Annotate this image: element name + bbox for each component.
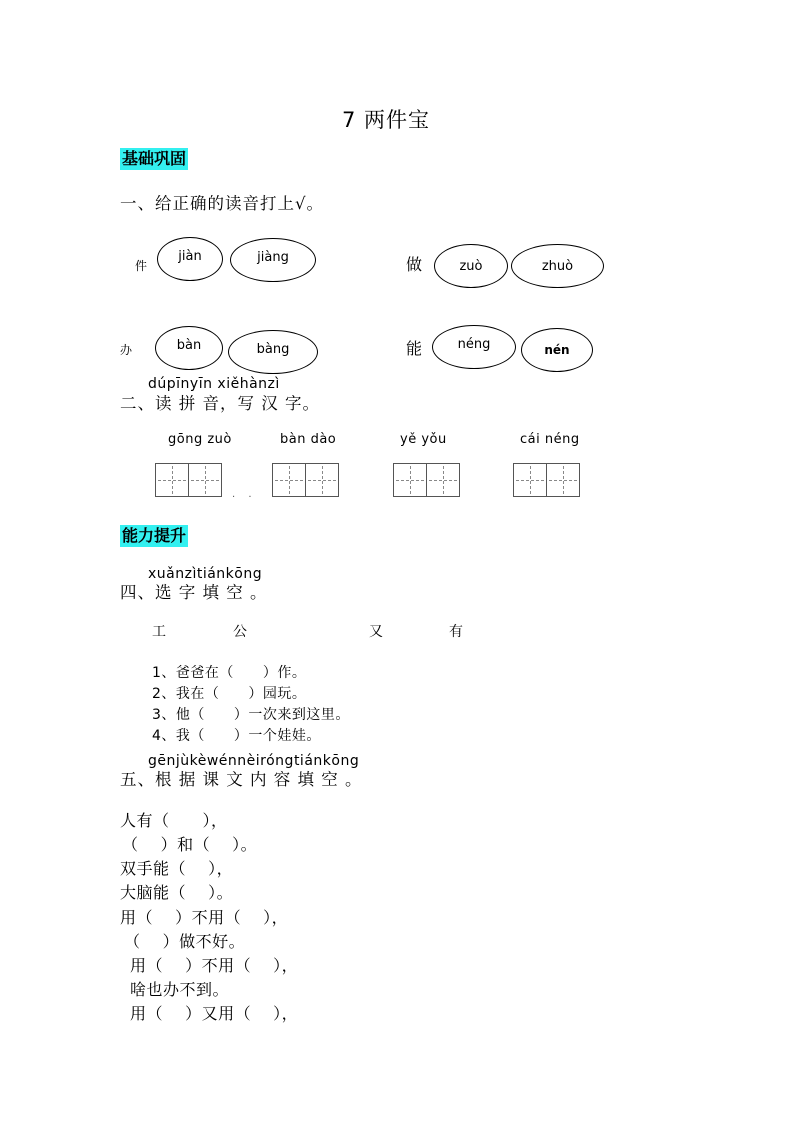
- q4-sentence-3: 3、他（ ）一次来到这里。: [152, 707, 350, 723]
- q1-option-label: jiàng: [257, 249, 289, 265]
- section-badge-advanced: 能力提升: [122, 526, 187, 545]
- q1-option-label: néng: [457, 336, 491, 352]
- q4-option-gong[interactable]: 工: [152, 624, 166, 640]
- writing-grid-2[interactable]: [272, 463, 340, 497]
- q4-option-you[interactable]: 又: [369, 624, 383, 640]
- q4-option-gong2[interactable]: 公: [233, 624, 247, 640]
- question-1-prompt: 一、给正确的读音打上√。: [120, 194, 325, 213]
- q1-char-neng: 能: [406, 339, 423, 358]
- section-badge-basic: 基础巩固: [122, 149, 187, 168]
- question-2-prompt: 二、读 拼 音，写 汉 字。: [120, 394, 320, 413]
- q2-word-2-pinyin: bàn dào: [280, 432, 337, 447]
- writing-cell[interactable]: [305, 463, 339, 497]
- q4-sentence-1: 1、爸爸在（ ）作。: [152, 665, 307, 681]
- writing-grid-3[interactable]: [393, 463, 461, 497]
- question-4-prompt: 四、选 字 填 空 。: [120, 583, 268, 602]
- q5-line-1: 人有（ ），: [120, 811, 228, 830]
- q4-option-you2[interactable]: 有: [449, 624, 463, 640]
- q2-word-1-pinyin: gōng zuò: [168, 432, 232, 447]
- q5-line-9: 用（ ）又用（ ），: [130, 1004, 299, 1023]
- writing-cell[interactable]: [426, 463, 460, 497]
- q1-char-jian: 件: [135, 259, 148, 273]
- writing-grid-1[interactable]: [155, 463, 223, 497]
- q1-char-zuo: 做: [406, 255, 423, 274]
- q5-line-4: 大脑能（ ）。: [120, 883, 234, 902]
- writing-grid-4[interactable]: [513, 463, 581, 497]
- q5-line-7: 用（ ）不用（ ），: [130, 956, 299, 975]
- stray-dots: · ·: [232, 492, 257, 503]
- q1-option-label: nén: [544, 343, 570, 357]
- writing-cell[interactable]: [393, 463, 427, 497]
- writing-cell[interactable]: [188, 463, 222, 497]
- q1-option-label: jiàn: [178, 248, 202, 264]
- q5-line-8: 啥也办不到。: [130, 980, 230, 999]
- q1-char-ban: 办: [120, 343, 133, 357]
- q1-option-ban-2[interactable]: [228, 330, 318, 374]
- q5-pinyin: gēnjùkèwénnèiróngtiánkōng: [148, 753, 360, 769]
- q1-option-neng-1[interactable]: [432, 325, 516, 369]
- q5-line-6: （ ）做不好。: [124, 932, 246, 951]
- q1-option-zuo-2[interactable]: [511, 244, 604, 288]
- q1-option-ban-1[interactable]: [155, 326, 223, 370]
- writing-cell[interactable]: [155, 463, 189, 497]
- writing-cell[interactable]: [513, 463, 547, 497]
- q4-sentence-4: 4、我（ ）一个娃娃。: [152, 728, 321, 744]
- question-5-prompt: 五、根 据 课 文 内 容 填 空 。: [120, 770, 363, 789]
- q5-line-2: （ ）和（ ）。: [122, 835, 258, 854]
- q1-option-label: bàn: [176, 337, 202, 353]
- q2-word-3-pinyin: yě yǒu: [400, 432, 447, 447]
- q2-pinyin: dúpīnyīn xiěhànzì: [148, 376, 280, 392]
- q1-option-jian-2[interactable]: [230, 238, 316, 282]
- q4-sentence-2: 2、我在（ ）园玩。: [152, 686, 307, 702]
- q1-option-label: zhuò: [541, 258, 574, 274]
- q1-option-zuo-1[interactable]: [434, 244, 508, 288]
- q1-option-jian-1[interactable]: [157, 237, 223, 281]
- q1-option-label: bàng: [256, 341, 290, 357]
- writing-cell[interactable]: [272, 463, 306, 497]
- q5-line-5: 用（ ）不用（ ），: [120, 908, 289, 927]
- q5-line-3: 双手能（ ），: [120, 859, 234, 878]
- q1-option-label: zuò: [459, 258, 483, 274]
- q1-option-neng-2[interactable]: [521, 328, 593, 372]
- q2-word-4-pinyin: cái néng: [520, 432, 580, 447]
- page-title: 7 两件宝: [342, 108, 431, 132]
- writing-cell[interactable]: [546, 463, 580, 497]
- q4-pinyin: xuǎnzìtiánkōng: [148, 566, 263, 582]
